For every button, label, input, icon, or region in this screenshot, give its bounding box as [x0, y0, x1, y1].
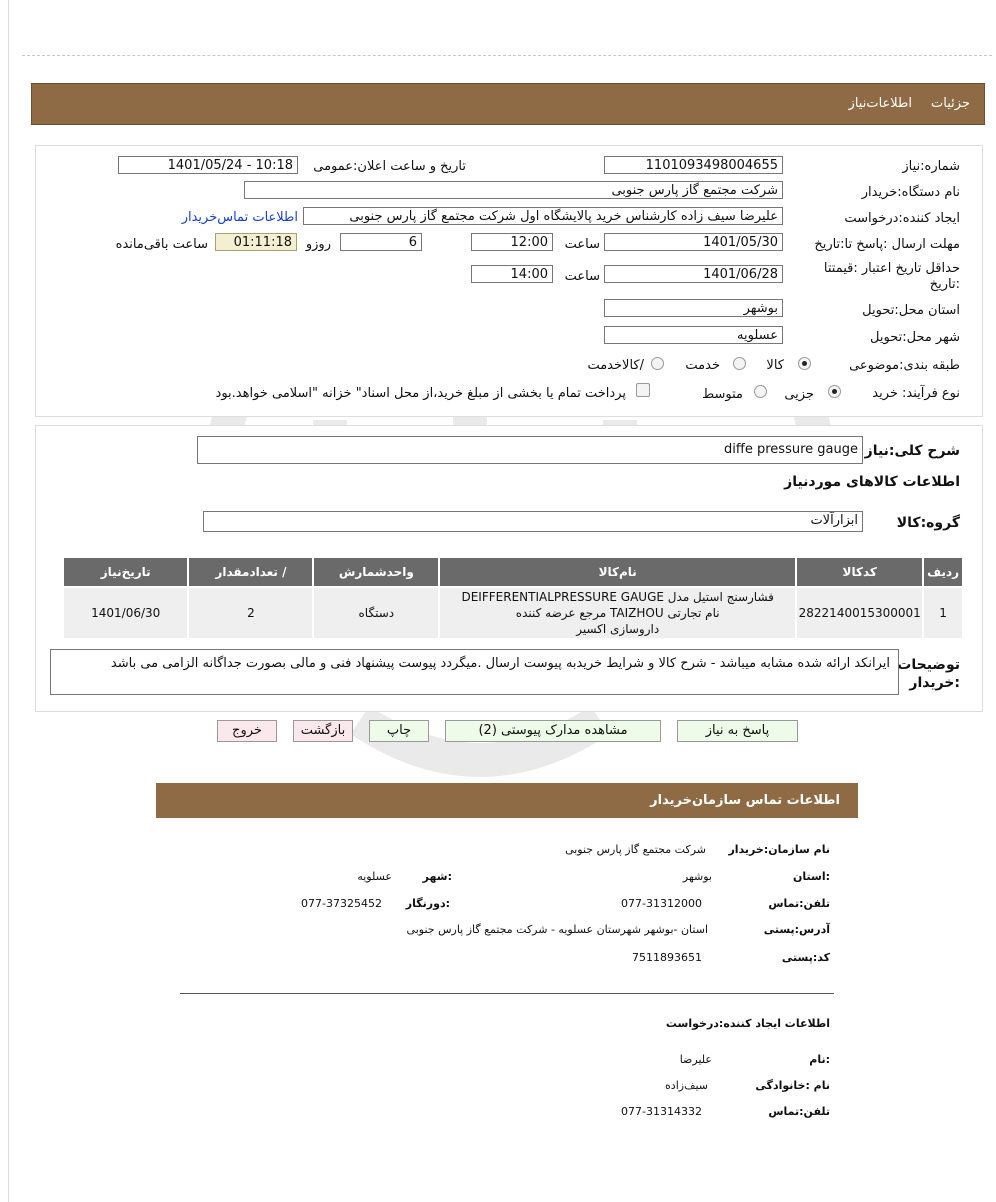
payment-treasury-checkbox[interactable] — [636, 383, 650, 397]
remaining-label: ساعت باقی‌مانده — [115, 237, 208, 252]
contact-city: عسلویه — [357, 870, 392, 883]
category-option-goods: کالا — [766, 358, 784, 373]
remaining-time-field: 01:11:18 — [215, 233, 297, 251]
goods-group-label: گروه:کالا — [896, 515, 960, 531]
creator-name: علیرضا — [679, 1053, 712, 1066]
contact-org-label: نام سازمان:خریدار — [728, 843, 830, 856]
creator-family-label: نام :خانوادگی — [755, 1079, 830, 1092]
deadline-label: مهلت ارسال :پاسخ تا:تاریخ — [814, 237, 960, 252]
creator-family: سیف‌زاده — [665, 1079, 708, 1092]
announce-label: تاریخ و ساعت اعلان:عمومی — [313, 159, 466, 174]
process-label: نوع فرآیند: خرید — [872, 386, 960, 401]
contact-section-title: اطلاعات تماس سازمان‌خریدار — [650, 793, 840, 808]
tab-need-info[interactable]: اطلاعات‌نیاز — [848, 96, 912, 111]
buyer-org-label: نام دستگاه:خریدار — [861, 185, 960, 200]
cell-unit: دستگاه — [313, 587, 439, 639]
category-label: طبقه بندی:موضوعی — [849, 358, 960, 373]
payment-note: پرداخت تمام یا بخشی از مبلغ خرید،از محل اسناد" خزانه "اسلامی خواهد.بود — [215, 386, 626, 401]
cell-qty: 2 — [188, 587, 313, 639]
announce-field: 1401/05/24 - 10:18 — [118, 156, 298, 174]
print-button[interactable]: چاپ — [369, 720, 429, 742]
category-radio-goods-service[interactable] — [651, 357, 664, 370]
table-row — [63, 587, 963, 639]
contact-section-header — [156, 783, 858, 818]
category-radio-goods[interactable] — [798, 357, 811, 370]
category-option-service: خدمت — [685, 358, 720, 373]
creator-phone: 077-31314332 — [621, 1105, 702, 1118]
requester-field: علیرضا سیف زاده کارشناس خرید پالایشگاه اول شرکت مجتمع گاز پارس جنوبی — [303, 207, 783, 225]
creator-title: اطلاعات ایجاد کننده:درخواست — [665, 1017, 830, 1030]
creator-phone-label: تلفن:تماس — [768, 1105, 830, 1118]
contact-postal: 7511893651 — [632, 951, 702, 964]
contact-city-label: :شهر — [422, 870, 452, 883]
top-dotted-divider — [22, 55, 992, 56]
contact-divider — [180, 993, 834, 994]
contact-postal-label: کد:پستی — [781, 951, 830, 964]
contact-province: بوشهر — [682, 870, 712, 883]
days-label: روزو — [305, 237, 331, 252]
deadline-date-field: 1401/05/30 — [604, 233, 783, 251]
buyer-notes-label — [897, 656, 960, 692]
days-field: 6 — [340, 233, 422, 251]
city-field: عسلویه — [604, 326, 783, 344]
validity-time-field: 14:00 — [471, 265, 553, 283]
deadline-time-field: 12:00 — [471, 233, 553, 251]
cell-name-line3: داروسازی اکسیر — [576, 622, 660, 636]
exit-button[interactable]: خروج — [217, 720, 277, 742]
buyer-org-field: شرکت مجتمع گاز پارس جنوبی — [244, 181, 783, 199]
top-tab-bar — [31, 83, 985, 125]
buyer-notes-field: ایرانکد ارائه شده مشابه میباشد - شرح کالا و شرایط خریدبه پیوست ارسال .میگردد پیوست پیشنهاد فنی و مالی بصورت جداگانه الزامی می باشد — [50, 649, 899, 695]
contact-phone: 077-31312000 — [621, 897, 702, 910]
process-option-medium: متوسط — [702, 387, 743, 402]
contact-fax: 077-37325452 — [301, 897, 382, 910]
contact-phone-label: تلفن:تماس — [768, 897, 830, 910]
province-label: استان محل:تحویل — [862, 303, 960, 318]
reply-button[interactable]: پاسخ به نیاز — [677, 720, 798, 742]
buyer-notes-label-text: توضیحات :خریدار — [897, 657, 960, 691]
need-desc-field: diffe pressure gauge — [197, 436, 863, 464]
cell-name-line1: فشارسنج استیل مدل DEIFFERENTIALPRESSURE GAUGE — [461, 590, 774, 604]
cell-name — [439, 587, 796, 639]
col-unit: واحدشمارش — [313, 557, 439, 587]
col-date: تاریخ‌نیاز — [63, 557, 188, 587]
validity-hour-label: ساعت — [564, 269, 600, 284]
col-name: نام‌کالا — [439, 557, 796, 587]
province-field: بوشهر — [604, 299, 783, 317]
need-desc-label: شرح کلی:نیاز — [864, 443, 960, 459]
need-number-field: 1101093498004655 — [604, 156, 783, 174]
validity-label-2: :تاریخ — [929, 277, 960, 292]
process-radio-minor[interactable] — [828, 385, 841, 398]
creator-name-label: :نام — [809, 1053, 830, 1066]
goods-table — [62, 556, 964, 640]
need-number-label: شماره:نیاز — [902, 159, 960, 174]
tab-details[interactable]: جزئيات — [931, 96, 970, 111]
process-option-minor: جزیی — [784, 387, 814, 402]
validity-label-1: حداقل تاریخ اعتبار :قیمتتا — [823, 261, 960, 276]
col-qty: / تعدادمقدار — [188, 557, 313, 587]
process-radio-medium[interactable] — [754, 385, 767, 398]
col-code: کدکالا — [796, 557, 923, 587]
cell-code: 2822140015300001 — [796, 587, 923, 639]
view-docs-button[interactable]: مشاهده مدارک پیوستی (2) — [445, 720, 661, 742]
goods-info-title: اطلاعات کالاهای موردنیاز — [784, 474, 960, 490]
cell-name-line2: نام تجارتی TAIZHOU مرجع عرضه کننده — [515, 606, 720, 620]
deadline-hour-label: ساعت — [564, 237, 600, 252]
requester-label: ایجاد کننده:درخواست — [844, 211, 960, 226]
buyer-contact-link[interactable]: اطلاعات تماس‌خریدار — [181, 210, 298, 225]
goods-table-header — [63, 557, 963, 587]
contact-fax-label: :دورنگار — [405, 897, 450, 910]
contact-province-label: :استان — [793, 870, 830, 883]
contact-address-label: آدرس:پستی — [763, 923, 830, 936]
city-label: شهر محل:تحویل — [870, 330, 960, 345]
contact-org: شرکت مجتمع گاز پارس جنوبی — [565, 843, 706, 856]
category-radio-service[interactable] — [733, 357, 746, 370]
page-left-rule — [8, 0, 9, 1202]
col-row: ردیف — [923, 557, 963, 587]
cell-date: 1401/06/30 — [63, 587, 188, 639]
back-button[interactable]: بازگشت — [293, 720, 353, 742]
validity-date-field: 1401/06/28 — [604, 265, 783, 283]
contact-address: استان -بوشهر شهرستان عسلویه - شرکت مجتمع گاز پارس جنوبی — [406, 923, 708, 936]
category-option-goods-service: /کالاخدمت — [587, 358, 644, 373]
goods-group-field: ابزارآلات — [203, 511, 863, 532]
cell-row: 1 — [923, 587, 963, 639]
